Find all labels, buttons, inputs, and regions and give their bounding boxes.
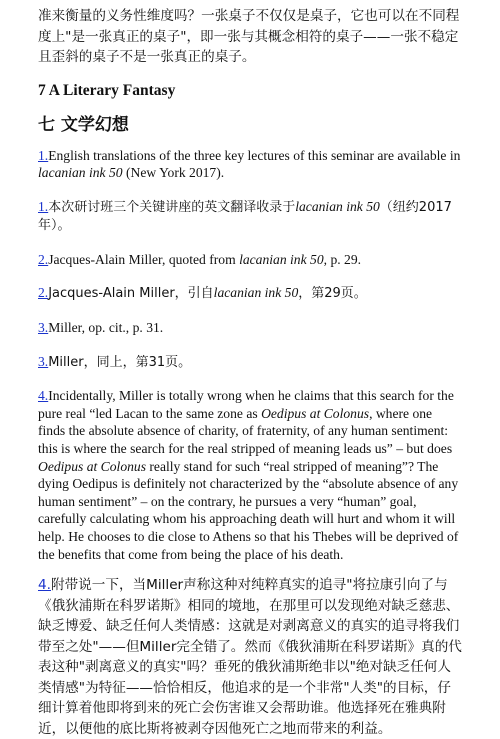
footnote-3-en: 3.Miller, op. cit., p. 31. <box>38 320 164 336</box>
section-heading-en: 7 A Literary Fantasy <box>38 81 176 99</box>
intro-paragraph-zh: 准来衡量的义务性维度吗？一张桌子不仅仅是桌子，它也可以在不同程度上"是一张真正的桌子"，即一张与其概念相符的桌子——一张不稳定且歪斜的桌子不是一张真正的桌子。 <box>38 8 460 65</box>
footnote-4-marker-zh[interactable]: 4. <box>38 577 51 594</box>
footnote-4-zh: 4.附带说一下，当Miller声称这种对纯粹真实的追寻"将拉康引向了与《俄狄浦斯在科罗诺斯》相同的境地，在那里可以发现绝对缺乏慈悲、缺乏博爱、缺乏任何人类情感：这就是对剥离意义的真实的追寻将我们带至之处"——但Miller完全错了。然而《俄狄浦斯在科罗诺斯》真的代表这种"剥离意义的真实"吗？垂死的俄狄浦斯绝非以"绝对缺乏任何人类情感"为特征——恰恰相反，他追求的是一个非常"人类"的目标，仔细计算着他即将到来的死亡会伤害谁又会帮助谁。他选择死在雅典附近，以便他的底比斯将被剥夺因他死亡之地而带来的利益。 <box>38 577 462 737</box>
footnote-3-marker-en[interactable]: 3. <box>38 320 49 336</box>
section-heading-zh: 七 文学幻想 <box>38 114 129 135</box>
footnote-2-zh: 2.Jacques-Alain Miller，引自lacanian ink 50，第29页。 <box>38 285 367 302</box>
footnote-1-zh: 1.本次研讨班三个关键讲座的英文翻译收录于lacanian ink 50（纽约2017年）。 <box>38 198 452 234</box>
footnote-1-marker-en[interactable]: 1. <box>38 147 49 163</box>
footnote-3-zh: 3.Miller，同上，第31页。 <box>38 353 192 370</box>
footnote-4-en: 4.Incidentally, Miller is totally wrong when he claims that this search for the pure real “led Lacan to the same zone as Oedipus at Colonus, where one finds the absolute absence of charity, of fraternity, of any human sentiment: this is where the search for the real stripped of meaning leads us” – but does Oedipus at Colonus really stand for such “real stripped of meaning”? The dying Oedipus is definitely not characterized by the “absolute absence of any human sentiment” – on the contrary, he pursues a very “human” goal, carefully calculating whom his approaching death will hurt and whom it will help. He chooses to die close to Athens so that his Thebes will be deprived of the benefits that come from being the place of his death. <box>38 388 459 562</box>
footnote-1-en: 1.English translations of the three key lectures of this seminar are available in lacanian ink 50 (New York 2017). <box>38 147 461 181</box>
footnote-2-marker-en[interactable]: 2. <box>38 251 49 267</box>
footnote-1-marker-zh[interactable]: 1. <box>38 198 49 214</box>
footnote-2-en: 2.Jacques-Alain Miller, quoted from lacanian ink 50, p. 29. <box>38 251 362 267</box>
document-page <box>38 6 462 739</box>
footnote-2-marker-zh[interactable]: 2. <box>38 285 49 301</box>
footnote-4-marker-en[interactable]: 4. <box>38 388 49 404</box>
footnote-3-marker-zh[interactable]: 3. <box>38 353 49 369</box>
